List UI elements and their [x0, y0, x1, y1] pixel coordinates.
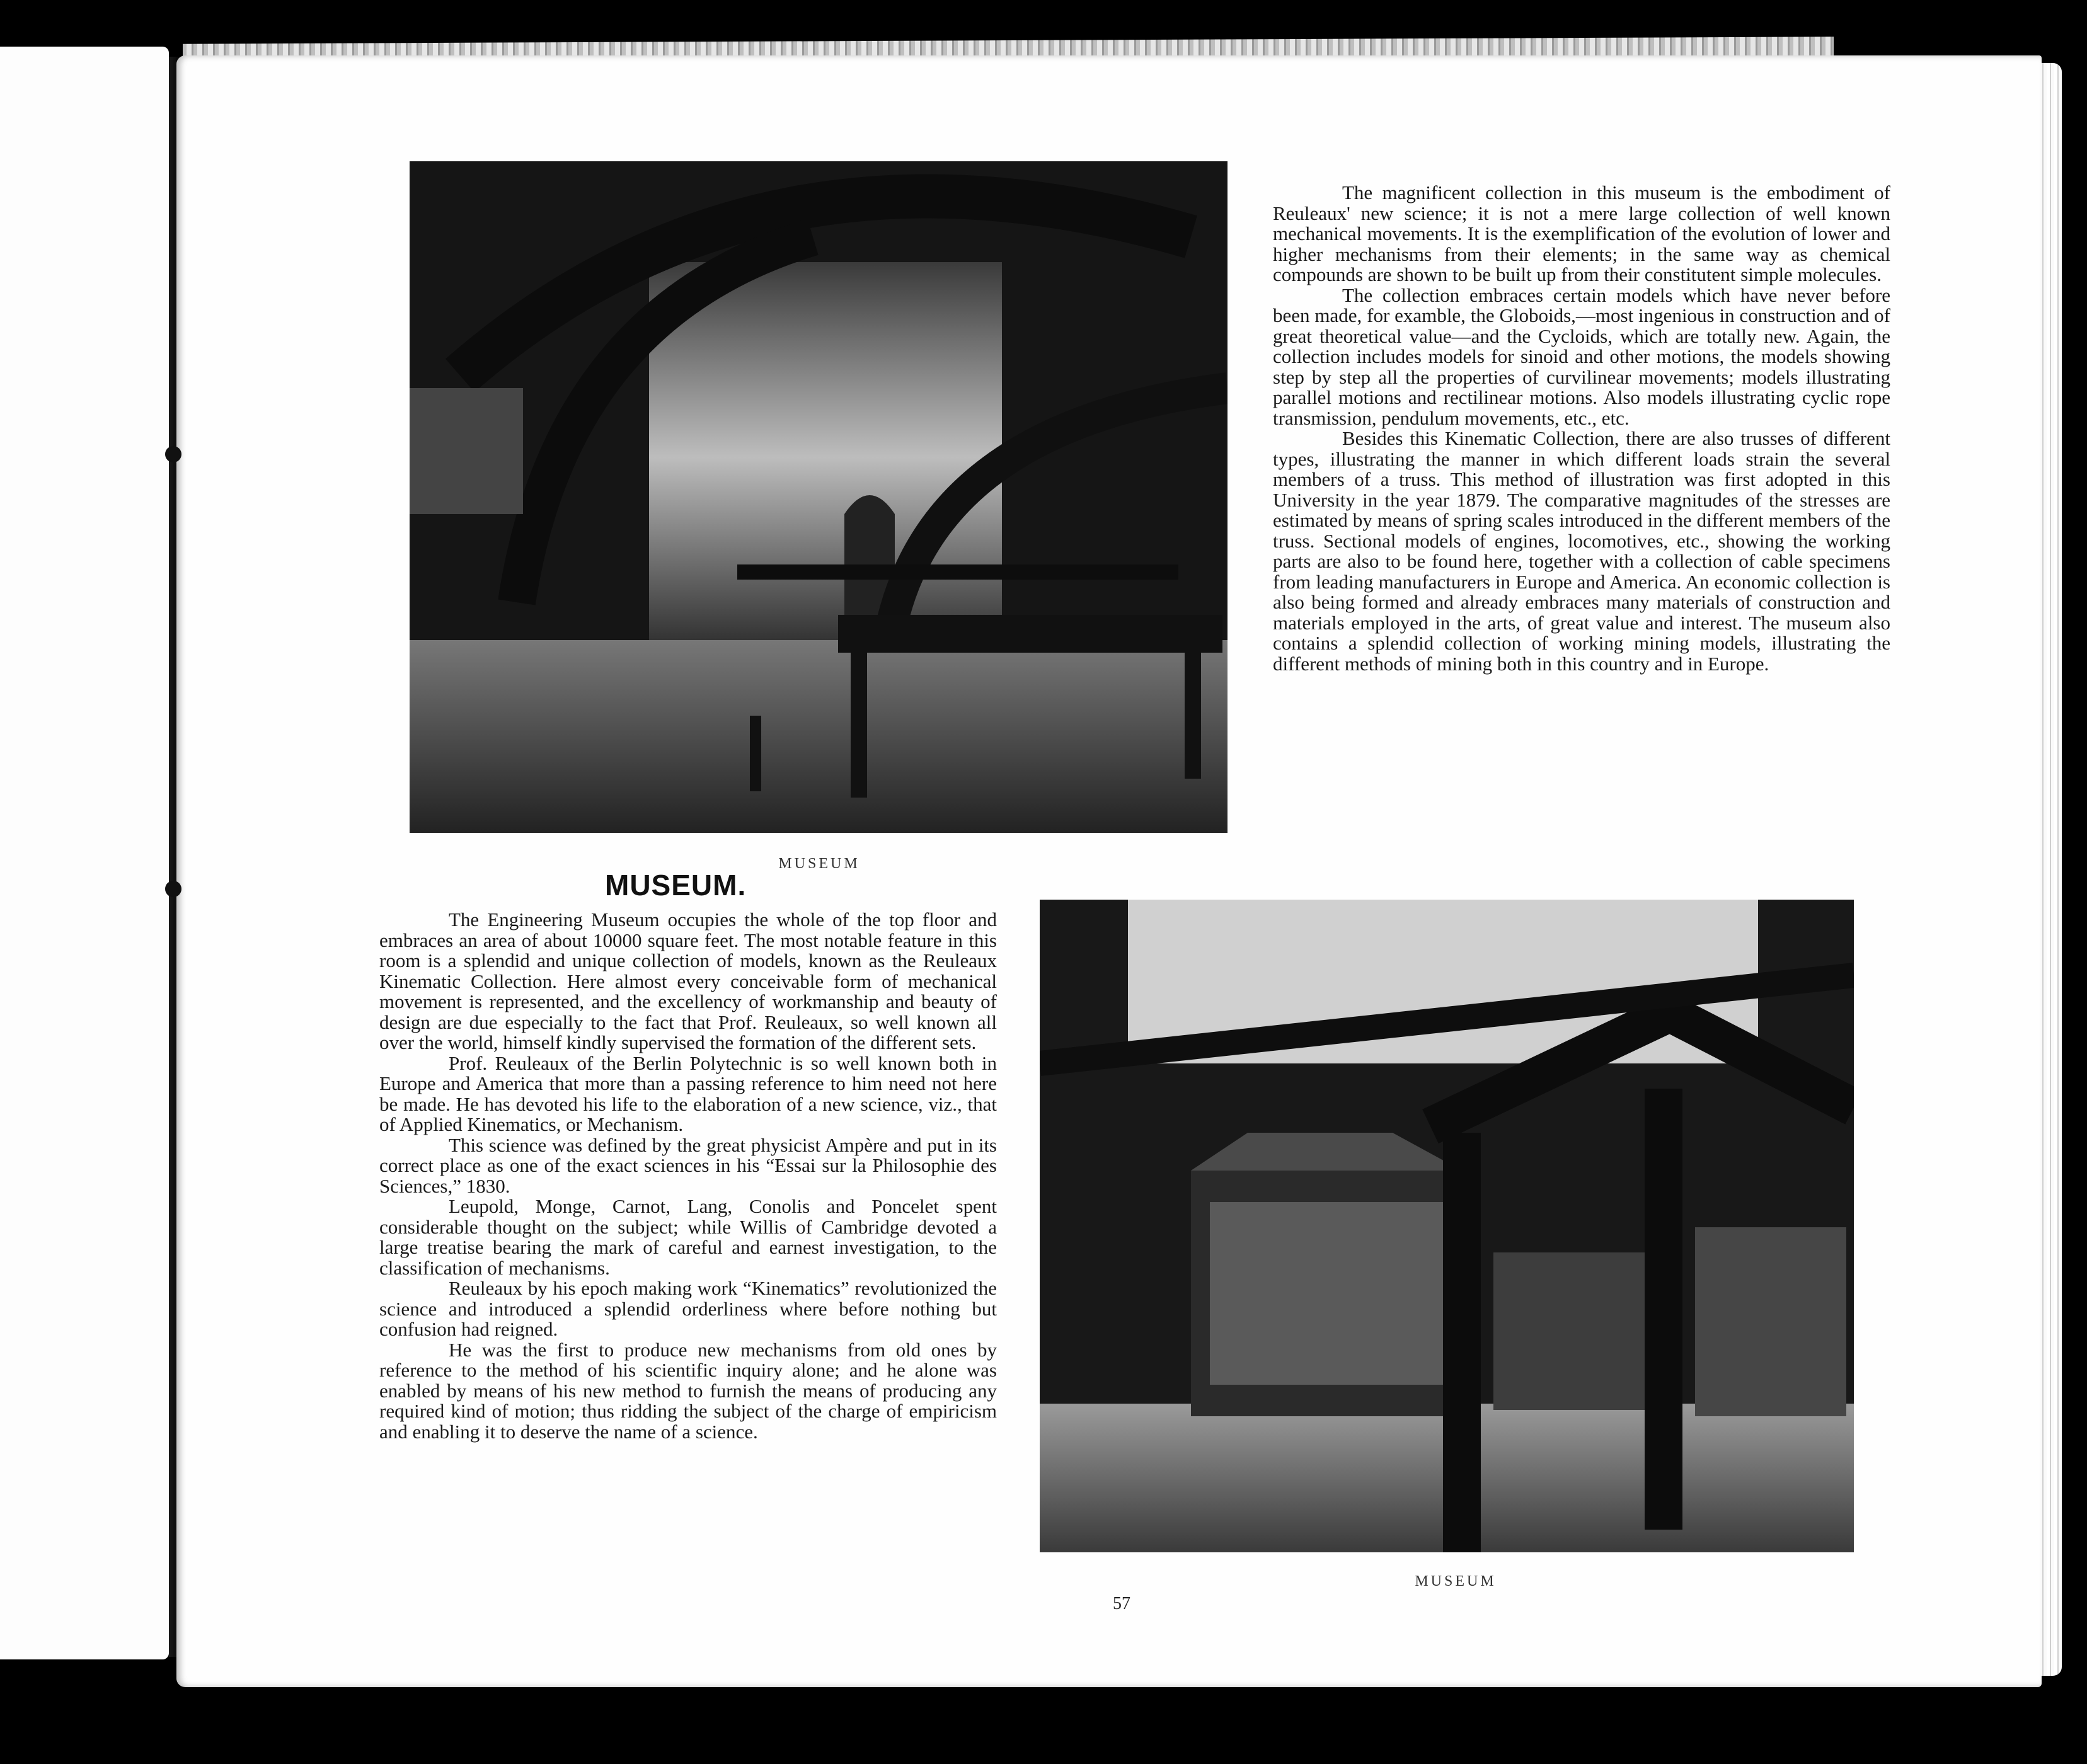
binding-hole — [165, 881, 181, 897]
museum-photo-bottom — [1040, 900, 1854, 1552]
facing-left-page — [0, 47, 169, 1659]
page-number: 57 — [1113, 1594, 1130, 1613]
paragraph: Besides this Kinematic Collection, there are also trusses of different types, illustrating the manner in which different loads strain the several members of a truss. This method of illustration was first adopted in this University in the year 1879. The comparative magnitudes of the stresses are estimated by means of spring scales introduced in the different members of the truss. Sectional models of engines, locomotives, etc., showing the working parts are also to be found here, together with a collection of cable specimens from leading manufacturers in Europe and America. An economic collection is also being formed and already embraces many materials of construction and materials employed in the arts, of great value and interest. The museum also contains a splendid collection of working mining models, illustrating the different methods of mining both in this country and in Europe. — [1273, 427, 1890, 675]
binding-hole — [165, 446, 181, 462]
paragraph: The collection embraces certain models which have never before been made, for examble, the Globoids,—most ingenious in construction and of great theoretical value—and the Cycloids, which are totally new. Again, the collection includes models for sinoid and other motions, the models showing step by step all the properties of curvilinear movements; models illustrating parallel motions and rectilinear motions. Also models illustrating cyclic rope transmission, pendulum movements, etc., etc. — [1273, 284, 1890, 429]
left-text-column — [379, 910, 997, 1442]
paragraph: The magnificent collection in this museum is the embodiment of Reuleaux' new science; it is not a mere large collection of well known mechanical movements. It is the exemplification of the evolution of lower and higher mechanisms from their elements; in the same way as chemical compounds are shown to be built up from their constitutent simple molecules. — [1273, 181, 1890, 285]
paragraph: He was the first to produce new mechanisms from old ones by reference to the method of his scientific inquiry alone; and he alone was enabled by means of his new method to furnish the means of producing any required kind of motion; thus ridding the subject of the charge of empiricism and enabling it to deserve the name of a science. — [379, 1338, 997, 1443]
section-heading: MUSEUM. — [605, 869, 747, 902]
museum-photo-top — [410, 161, 1227, 833]
paragraph: Prof. Reuleaux of the Berlin Polytechnic is so well known both in Europe and America that more than a passing reference to him need not here be made. He has devoted his life to the elaboration of a new science, viz., that of Applied Kinematics, or Mechanism. — [379, 1051, 997, 1135]
caption-top-photo: MUSEUM — [778, 856, 860, 872]
caption-bottom-photo: MUSEUM — [1415, 1573, 1497, 1589]
paragraph: This science was defined by the great physicist Ampère and put in its correct place as one of the exact sciences in his “Essai sur la Philosophie des Sciences,” 1830. — [379, 1133, 997, 1197]
right-text-column — [1273, 183, 1890, 674]
paragraph: Leupold, Monge, Carnot, Lang, Conolis and Poncelet spent considerable thought on the subject; while Willis of Cambridge devoted a large treatise bearing the mark of careful and earnest investigation, to the classification of mechanisms. — [379, 1195, 997, 1279]
paragraph: Reuleaux by his epoch making work “Kinematics” revolutionized the science and introduced a splendid orderliness where before nothing but confusion had reigned. — [379, 1277, 997, 1340]
paragraph: The Engineering Museum occupies the whole of the top floor and embraces an area of about 10000 square feet. The most notable feature in this room is a splendid and unique collection of models, known as the Reuleaux Kinematic Collection. Here almost every conceivable form of mechanical movement is represented, and the excellency of workmanship and beauty of design are due especially to the fact that Prof. Reuleaux, so well known all over the world, himself kindly supervised the formation of the different sets. — [379, 908, 997, 1053]
